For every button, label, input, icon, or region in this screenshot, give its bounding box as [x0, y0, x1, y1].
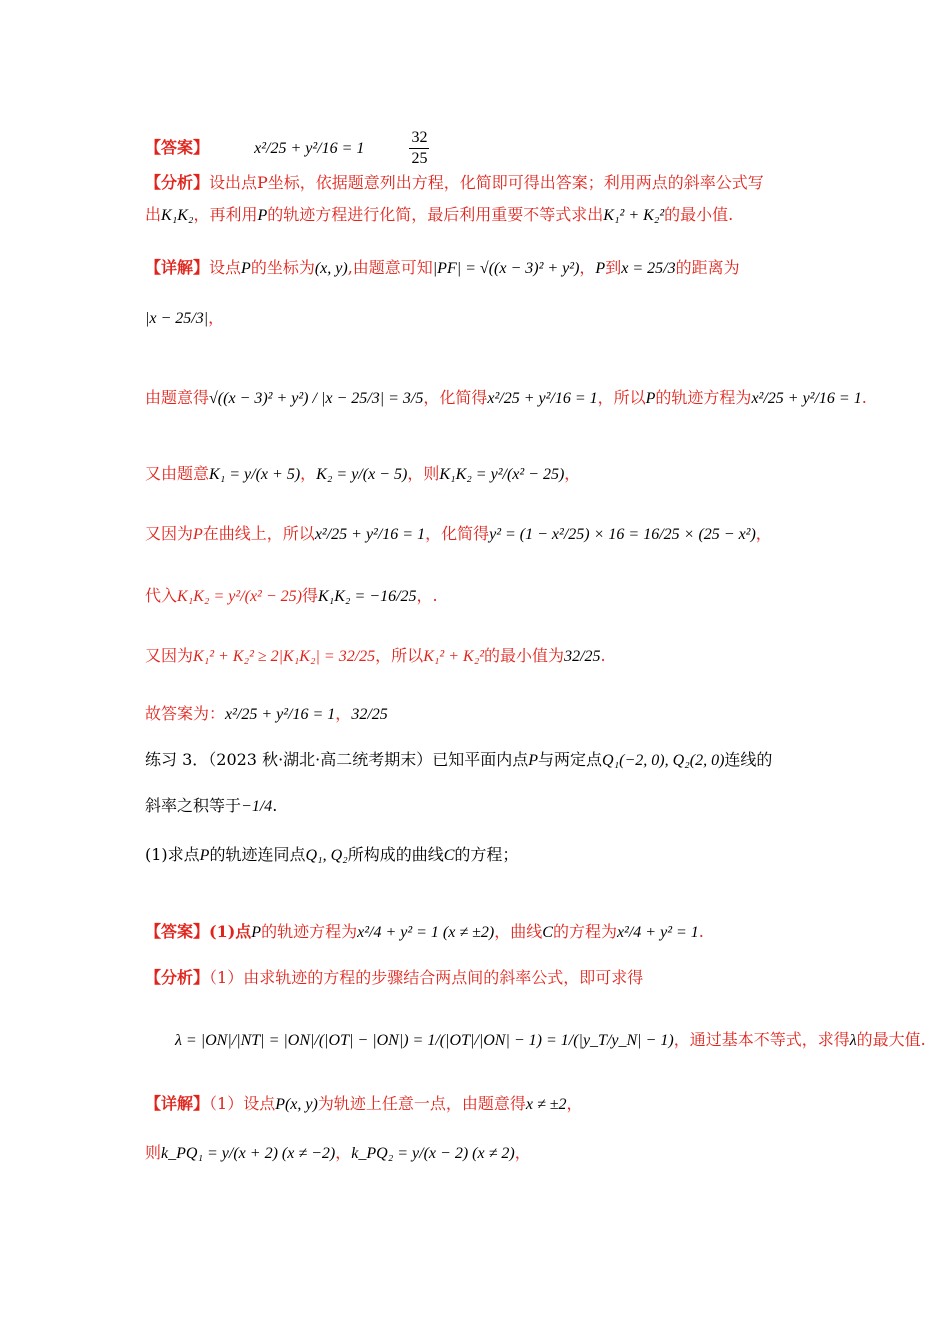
text: 到 — [605, 258, 622, 277]
text: ，曲线 — [494, 922, 543, 941]
answer-tag: 【答案】 — [145, 922, 210, 941]
text: 在曲线上，所以 — [202, 524, 315, 543]
text: 又由题意 — [145, 464, 210, 483]
detail-line-6 — [145, 586, 438, 607]
text: ，化简得 — [423, 388, 488, 407]
text: 为轨迹上任意一点，由题意得 — [317, 1094, 526, 1113]
text: 练习 3．（2023 秋·湖北·高二统考期末）已知平面内点 — [145, 750, 529, 769]
exercise-3-analysis — [145, 968, 643, 988]
text: 的轨迹方程为 — [261, 922, 358, 941]
text: ，所以 — [375, 646, 424, 665]
fraction-numerator: 32 — [409, 128, 429, 149]
text: ，. — [416, 586, 438, 605]
text: 由题意得 — [145, 388, 210, 407]
math-p: P — [528, 752, 539, 769]
math-p: P — [645, 390, 656, 407]
detail-line-4 — [145, 464, 580, 485]
text: ， — [755, 524, 772, 543]
math-eccentricity-ratio: √((x − 3)² + y²) / |x − 25/3| = 3/5 — [209, 390, 424, 407]
math-lambda: λ — [849, 1032, 857, 1049]
text: ， — [564, 464, 581, 483]
math-curve-eq: x²/4 + y² = 1 — [616, 924, 699, 941]
text: 则 — [145, 1143, 162, 1162]
text: ， — [335, 1143, 352, 1162]
math-k2: K₂ = y/(x − 5) — [316, 466, 408, 483]
text: （1）由求轨迹的方程的步骤结合两点间的斜率公式，即可求得 — [209, 968, 644, 987]
text: （1）设点 — [209, 1094, 276, 1113]
math-ellipse-eq: x²/25 + y²/16 = 1 — [225, 706, 336, 723]
math-directrix: x = 25/3 — [621, 260, 676, 277]
math-xy: (x, y) — [314, 260, 348, 277]
math-lambda-expression: λ = |ON|/|NT| = |ON|/(|OT| − |ON|) = 1/(|OT|/|ON| − 1) = 1/(|y_T/y_N| − 1) — [175, 1032, 674, 1049]
text: 的最小值为 — [484, 646, 565, 665]
math-ellipse-eq: x²/25 + y²/16 = 1 — [487, 390, 598, 407]
math-p: P — [241, 260, 251, 277]
answer-tag: 【答案】 — [145, 138, 210, 157]
text: 与两定点 — [538, 750, 603, 769]
math-p: P — [251, 924, 262, 941]
analysis-tag: 【分析】 — [145, 968, 210, 987]
math-point-p: P(x, y) — [275, 1096, 318, 1113]
text: 的距离为 — [675, 258, 740, 277]
exercise-3-part-1 — [145, 845, 518, 866]
math-p: P — [193, 526, 203, 543]
text: ， — [208, 308, 225, 327]
text: ，所以 — [597, 388, 646, 407]
text: 的最小值. — [664, 205, 734, 224]
text: ，化简得 — [425, 524, 490, 543]
detail-line-2 — [145, 308, 224, 329]
text: 的最大值. — [856, 1030, 926, 1049]
math-fixed-points: Q₁(−2, 0), Q₂(2, 0) — [602, 752, 725, 769]
answer-line-1 — [145, 128, 431, 169]
analysis-line-1 — [145, 173, 764, 193]
exercise-3-line-1 — [145, 750, 772, 771]
text: ， — [335, 704, 352, 723]
exercise-3-answer — [145, 922, 704, 943]
text: 又因为 — [145, 524, 194, 543]
detail-line-1 — [145, 258, 740, 279]
text: ，则 — [407, 464, 440, 483]
math-abs-distance: |x − 25/3| — [145, 310, 209, 327]
final-answer-line — [145, 704, 388, 725]
math-slope-pq2: k_PQ₂ = y/(x − 2) (x ≠ 2) — [351, 1145, 515, 1162]
text: 代入 — [145, 586, 178, 605]
math-k1k2-value: K₁K₂ = −16/25 — [318, 588, 417, 605]
text: 又因为 — [145, 646, 194, 665]
math-ellipse-eq: x²/25 + y²/16 = 1 — [751, 390, 862, 407]
math-k1: K₁ = y/(x + 5) — [209, 466, 301, 483]
math-neg-quarter: −1/4 — [241, 798, 273, 815]
analysis-tag: 【分析】 — [145, 173, 210, 192]
text: 的轨迹方程为 — [655, 388, 752, 407]
analysis-line-2 — [145, 205, 733, 226]
text: 的轨迹方程进行化简，最后利用重要不等式求出 — [267, 205, 604, 224]
math-k-sum-squares: K₁² + K₂² — [603, 207, 665, 224]
text: 设点 — [209, 258, 242, 277]
detail-line-3 — [145, 388, 867, 409]
math-p: P — [595, 260, 606, 277]
exercise-3-detail-1 — [145, 1094, 583, 1115]
detail-line-5 — [145, 524, 772, 545]
text: 得 — [301, 586, 318, 605]
text: 的坐标为 — [250, 258, 315, 277]
math-p: P — [257, 207, 268, 224]
math-x-condition: x ≠ ±2 — [525, 1096, 567, 1113]
text: (1)点 — [209, 922, 252, 941]
text: ，再利用 — [193, 205, 258, 224]
text: ， — [566, 1094, 583, 1113]
math-y-squared: y² = (1 − x²/25) × 16 = 16/25 × (25 − x²) — [489, 526, 756, 543]
detail-tag: 【详解】 — [145, 258, 210, 277]
text: 斜率之积等于 — [145, 796, 242, 815]
math-min-value: 32/25 — [564, 648, 601, 665]
math-slope-pq1: k_PQ₁ = y/(x + 2) (x ≠ −2) — [161, 1145, 336, 1162]
math-k1k2: K₁K₂ — [161, 207, 194, 224]
math-inequality: K₁² + K₂² ≥ 2|K₁K₂| = 32/25 — [193, 648, 376, 665]
text: ， — [514, 1143, 531, 1162]
text: . — [698, 922, 704, 941]
text: 的方程为 — [552, 922, 617, 941]
math-k1k2-product: K₁K₂ = y²/(x² − 25) — [177, 588, 302, 605]
fraction-denominator: 25 — [411, 150, 428, 167]
math-min-value: 32/25 — [351, 706, 388, 723]
exercise-3-lambda-line — [175, 1030, 926, 1051]
text: 所构成的曲线 — [347, 845, 444, 864]
text: ,由题意可知 — [347, 258, 433, 277]
exercise-3-line-2 — [145, 796, 277, 817]
text: (1)求点 — [145, 845, 200, 864]
text: . — [600, 646, 606, 665]
text: ， — [300, 464, 317, 483]
math-locus-eq: x²/4 + y² = 1 (x ≠ ±2) — [357, 924, 495, 941]
math-k1k2-product: K₁K₂ = y²/(x² − 25) — [439, 466, 565, 483]
text: 连线的 — [724, 750, 773, 769]
math-q1q2: Q₁, Q₂ — [305, 847, 348, 864]
math-c: C — [542, 924, 553, 941]
math-ellipse-eq: x²/25 + y²/16 = 1 — [314, 526, 426, 543]
detail-tag: 【详解】 — [145, 1094, 210, 1113]
text: ， — [579, 258, 596, 277]
math-ellipse-eq: x²/25 + y²/16 = 1 — [254, 140, 365, 157]
text: 的方程； — [454, 845, 519, 864]
text: . — [272, 796, 278, 815]
text: 故答案为： — [145, 704, 226, 723]
text: ，通过基本不等式，求得 — [673, 1030, 850, 1049]
text: 出 — [145, 205, 162, 224]
math-p: P — [199, 847, 210, 864]
analysis-text: 设出点P坐标，依据题意列出方程，化简即可得出答案；利用两点的斜率公式写 — [209, 173, 764, 192]
text: . — [861, 388, 867, 407]
math-c: C — [443, 847, 455, 864]
detail-line-7 — [145, 646, 606, 667]
math-k-sum-squares: K₁² + K₂² — [423, 648, 485, 665]
text: 的轨迹连同点 — [209, 845, 306, 864]
exercise-3-detail-2 — [145, 1143, 531, 1164]
math-fraction-answer — [409, 128, 429, 169]
math-pf-distance: |PF| = √((x − 3)² + y²) — [432, 260, 580, 277]
